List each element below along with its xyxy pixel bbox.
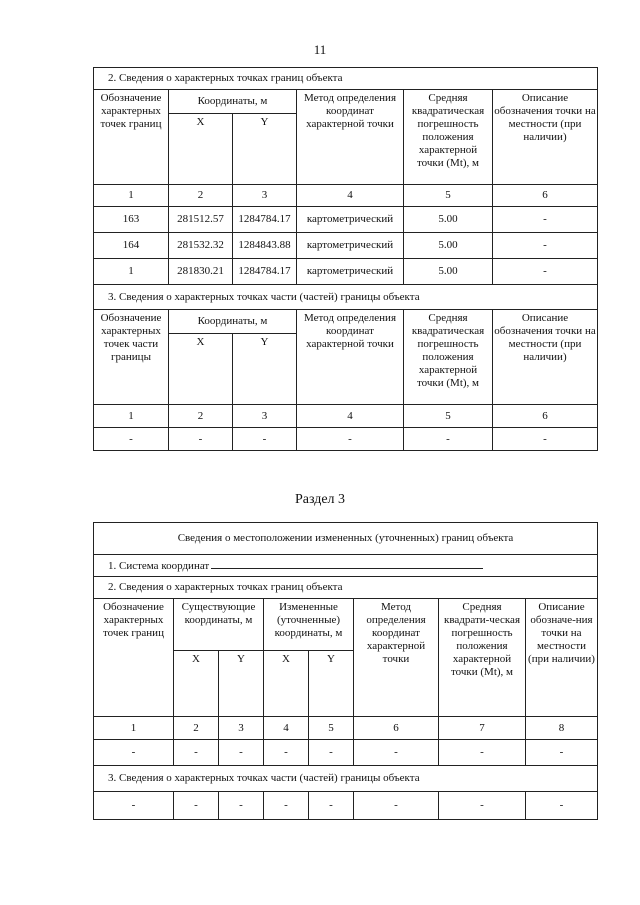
colnum-cell: 5 <box>309 717 354 740</box>
header-description: Описание обозначения точки на местности (при наличии) <box>493 310 598 405</box>
section-title: Раздел 3 <box>294 492 346 507</box>
coord-system-label: 1. Система координат <box>108 560 210 572</box>
point-number: 1 <box>94 259 169 285</box>
colnum-cell: 4 <box>297 185 404 207</box>
description: - <box>493 207 598 233</box>
header-y: Y <box>309 651 354 717</box>
header-x: X <box>174 651 219 717</box>
header-designation-part: Обозначение характерных точек части границы <box>94 310 169 405</box>
colnum-cell: 2 <box>169 185 233 207</box>
section3-part2-title: 2. Сведения о характерных точках границ объекта <box>94 577 598 599</box>
header-x: X <box>264 651 309 717</box>
method: картометрический <box>297 259 404 285</box>
colnum-cell: 2 <box>174 717 219 740</box>
header-y: Y <box>233 114 297 185</box>
header-x: X <box>169 334 233 405</box>
colnum-cell: 6 <box>493 185 598 207</box>
empty-value: - <box>404 428 493 451</box>
colnum-cell: 1 <box>94 717 174 740</box>
header-accuracy: Средняя квадрати-ческая погрешность положения характерной точки (Mt), м <box>439 599 526 717</box>
empty-value: - <box>439 740 526 766</box>
method: картометрический <box>297 207 404 233</box>
header-method: Метод определения координат характерной точки <box>297 90 404 185</box>
description: - <box>493 259 598 285</box>
table-row <box>94 259 598 285</box>
empty-value: - <box>493 428 598 451</box>
page-number: 11 <box>313 42 327 57</box>
header-designation: Обозначение характерных точек границ <box>94 90 169 185</box>
colnum-cell: 4 <box>264 717 309 740</box>
accuracy: 5.00 <box>404 259 493 285</box>
empty-value: - <box>309 792 354 820</box>
coord-y: 1284784.17 <box>233 259 297 285</box>
colnum-cell: 5 <box>404 405 493 428</box>
empty-value: - <box>219 740 264 766</box>
empty-value: - <box>169 428 233 451</box>
accuracy: 5.00 <box>404 233 493 259</box>
method: картометрический <box>297 233 404 259</box>
empty-value: - <box>174 740 219 766</box>
colnum-cell: 3 <box>233 405 297 428</box>
empty-value: - <box>309 740 354 766</box>
coord-y: 1284784.17 <box>233 207 297 233</box>
block3-title: 3. Сведения о характерных точках части (частей) границы объекта <box>94 285 598 310</box>
colnum-cell: 2 <box>169 405 233 428</box>
colnum-cell: 5 <box>404 185 493 207</box>
header-x: X <box>169 114 233 185</box>
table-row <box>94 207 598 233</box>
header-method: Метод определения координат характерной точки <box>297 310 404 405</box>
header-description: Описание обозначе-ния точки на местности (при наличии) <box>526 599 598 717</box>
header-coords: Координаты, м <box>169 310 297 334</box>
header-designation: Обозначение характерных точек границ <box>94 599 174 717</box>
empty-value: - <box>94 792 174 820</box>
coord-system-row <box>94 555 598 577</box>
section3-main-title: Сведения о местоположении измененных (уточненных) границ объекта <box>94 523 598 555</box>
table-row <box>94 233 598 259</box>
colnum-cell: 3 <box>233 185 297 207</box>
empty-value: - <box>264 740 309 766</box>
table-row <box>94 428 598 451</box>
colnum-cell: 6 <box>493 405 598 428</box>
colnum-cell: 6 <box>354 717 439 740</box>
header-coords: Координаты, м <box>169 90 297 114</box>
empty-value: - <box>526 792 598 820</box>
changed-boundaries-table <box>93 522 598 820</box>
empty-value: - <box>297 428 404 451</box>
empty-value: - <box>233 428 297 451</box>
coord-x: 281512.57 <box>169 207 233 233</box>
header-y: Y <box>219 651 264 717</box>
empty-value: - <box>354 792 439 820</box>
accuracy: 5.00 <box>404 207 493 233</box>
header-method: Метод определения координат характерной точки <box>354 599 439 717</box>
table-row <box>94 740 598 766</box>
header-accuracy: Средняя квадратическая погрешность положения характерной точки (Mt), м <box>404 310 493 405</box>
block2-title: 2. Сведения о характерных точках границ объекта <box>94 68 598 90</box>
header-description: Описание обозначения точки на местности (при наличии) <box>493 90 598 185</box>
empty-value: - <box>219 792 264 820</box>
colnum-cell: 4 <box>297 405 404 428</box>
description: - <box>493 233 598 259</box>
header-existing-coords: Существующие координаты, м <box>174 599 264 651</box>
header-accuracy: Средняя квадратическая погрешность положения характерной точки (Mt), м <box>404 90 493 185</box>
point-number: 163 <box>94 207 169 233</box>
empty-value: - <box>264 792 309 820</box>
colnum-cell: 1 <box>94 405 169 428</box>
header-changed-coords: Измененные (уточненные) координаты, м <box>264 599 354 651</box>
colnum-cell: 7 <box>439 717 526 740</box>
empty-value: - <box>174 792 219 820</box>
empty-value: - <box>354 740 439 766</box>
coord-x: 281830.21 <box>169 259 233 285</box>
colnum-cell: 8 <box>526 717 598 740</box>
coord-y: 1284843.88 <box>233 233 297 259</box>
empty-value: - <box>94 428 169 451</box>
point-number: 164 <box>94 233 169 259</box>
coord-system-blank <box>211 558 483 569</box>
section3-part3-title: 3. Сведения о характерных точках части (частей) границы объекта <box>94 766 598 792</box>
empty-value: - <box>94 740 174 766</box>
colnum-cell: 1 <box>94 185 169 207</box>
coordinates-table <box>93 67 598 451</box>
table-row <box>94 792 598 820</box>
empty-value: - <box>439 792 526 820</box>
coord-x: 281532.32 <box>169 233 233 259</box>
colnum-cell: 3 <box>219 717 264 740</box>
header-y: Y <box>233 334 297 405</box>
empty-value: - <box>526 740 598 766</box>
